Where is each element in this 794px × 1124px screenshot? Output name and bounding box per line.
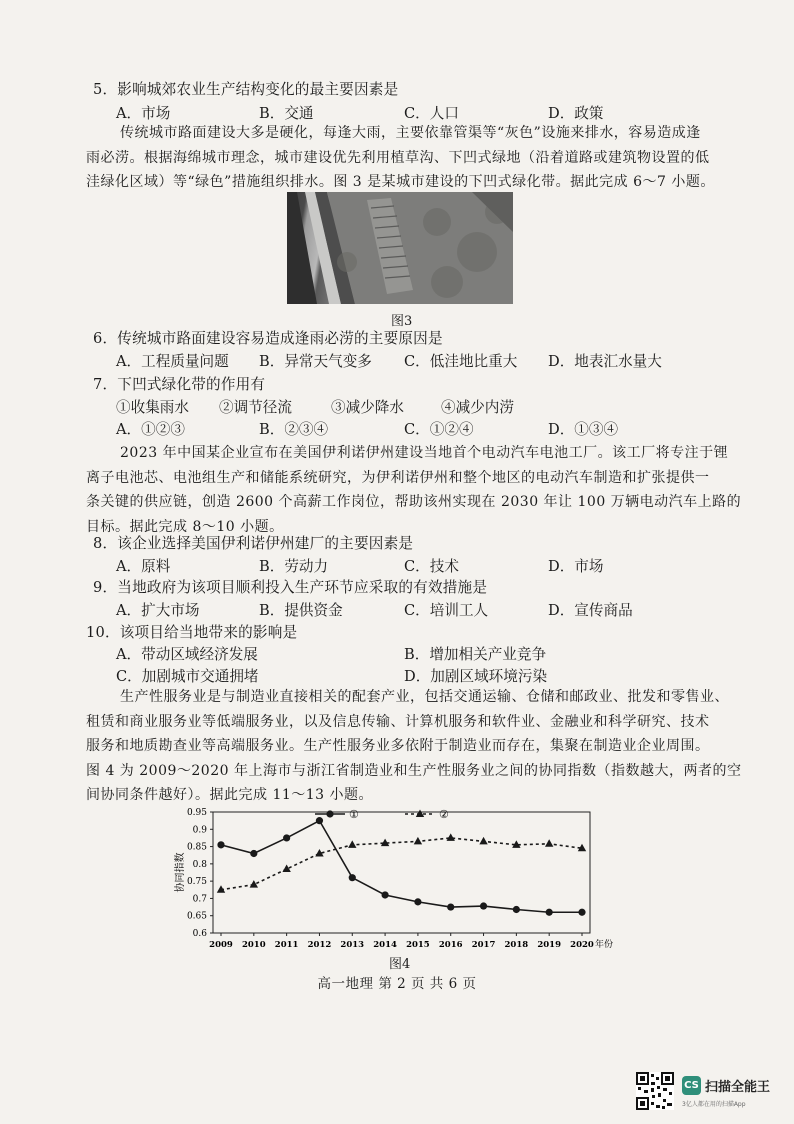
q7-stem: 7．下凹式绿化带的作用有 — [93, 376, 266, 393]
series-1-point — [578, 909, 585, 916]
q6-option-c: C．低洼地比重大 — [404, 353, 518, 370]
y-tick-label: 0.6 — [192, 929, 207, 939]
legend-label-2: ② — [439, 808, 449, 821]
passage-1-line: 洼绿化区域）等“绿色”措施组织排水。图 3 是某城市建设的下凹式绿化带。据此完成 6～7 小题。 — [86, 174, 715, 190]
q7-item-3: ③减少降水 — [331, 399, 404, 416]
x-tick-label: 2014 — [373, 940, 397, 950]
y-tick-label: 0.7 — [192, 894, 207, 905]
page-footer: 高一地理 第 2 页 共 6 页 — [317, 976, 477, 992]
q5-option-a: A．市场 — [116, 105, 171, 122]
series-1-point — [217, 841, 224, 848]
passage-1-line: 雨必涝。根据海绵城市理念，城市建设优先利用植草沟、下凹式绿地（沿着道路或建筑物设置的低 — [86, 149, 710, 166]
legend-label-1: ① — [349, 808, 359, 821]
x-axis-unit: 年份 — [595, 940, 614, 950]
q6-option-a: A．工程质量问题 — [116, 353, 229, 370]
camscanner-brand: 扫描全能王 — [705, 1080, 771, 1095]
x-tick-label: 2010 — [241, 940, 266, 950]
passage-2-line: 目标。据此完成 8～10 小题。 — [86, 518, 284, 535]
y-axis-label: 协同指数 — [175, 852, 186, 893]
passage-3-line: 图 4 为 2009～2020 年上海市与浙江省制造业和生产性服务业之间的协同指数（指数越大，两者的空 — [86, 762, 742, 779]
q7-option-c: C．①②④ — [404, 421, 474, 438]
q9-option-d: D．宣传商品 — [548, 602, 633, 619]
series-1-point — [546, 909, 553, 916]
q8-stem: 8．该企业选择美国伊利诺伊州建厂的主要因素是 — [93, 535, 414, 552]
q6-option-b: B．异常天气变多 — [259, 353, 372, 370]
series-2-point — [479, 837, 487, 845]
x-tick-label: 2015 — [406, 940, 430, 950]
y-tick-label: 0.8 — [192, 859, 207, 870]
passage-3-line: 服务和地质勘查业等高端服务业。生产性服务业多依附于制造业而存在，集聚在制造业企业周围。 — [86, 738, 710, 754]
q7-item-4: ④减少内涝 — [441, 399, 514, 416]
series-1-point — [447, 903, 454, 910]
series-1-point — [250, 850, 257, 857]
q7-option-b: B．②③④ — [259, 421, 329, 438]
q10-option-c: C．加剧城市交通拥堵 — [116, 668, 259, 685]
series-line-1 — [221, 821, 582, 913]
x-tick-label: 2017 — [471, 940, 496, 950]
series-2-point — [447, 833, 455, 841]
q7-item-2: ②调节径流 — [219, 399, 292, 416]
q6-stem: 6．传统城市路面建设容易造成逢雨必涝的主要原因是 — [93, 330, 443, 347]
y-tick-label: 0.95 — [186, 808, 207, 818]
series-1-point — [349, 874, 356, 881]
passage-3-line: 租赁和商业服务业等低端服务业，以及信息传输、计算机服务和软件业、金融业和科学研究、技术 — [86, 713, 710, 730]
roadside-greenbelt-illustration — [287, 192, 513, 304]
series-2-point — [414, 837, 422, 845]
series-1-point — [283, 834, 290, 841]
passage-3 — [86, 685, 742, 808]
series-1-point — [414, 898, 421, 905]
series-1-point — [480, 902, 487, 909]
q8-option-d: D．市场 — [548, 558, 604, 575]
q6-option-d: D．地表汇水量大 — [548, 353, 662, 370]
passage-3-line: 生产性服务业是与制造业直接相关的配套产业，包括交通运输、仓储和邮政业、批发和零售业、 — [120, 689, 729, 705]
q9-option-a: A．扩大市场 — [116, 602, 200, 619]
q8-option-b: B．劳动力 — [259, 558, 329, 575]
q8-option-c: C．技术 — [404, 558, 459, 575]
camscanner-tagline: 3亿人都在用的扫描App — [682, 1101, 746, 1108]
q7-item-1: ①收集雨水 — [116, 399, 189, 416]
passage-1-line: 传统城市路面建设大多是硬化，每逢大雨，主要依靠管渠等“灰色”设施来排水，容易造成逢 — [120, 125, 701, 141]
x-tick-label: 2011 — [274, 940, 299, 950]
passage-1 — [86, 121, 715, 195]
q7-option-a: A．①②③ — [116, 421, 185, 438]
q5-stem: 5．影响城郊农业生产结构变化的最主要因素是 — [93, 81, 399, 98]
figure-3-photo — [287, 192, 513, 304]
q7-option-d: D．①③④ — [548, 421, 619, 438]
q9-option-b: B．提供资金 — [259, 602, 343, 619]
x-tick-label: 2009 — [209, 940, 233, 950]
passage-2 — [86, 441, 742, 539]
passage-2-line: 离子电池芯、电池组生产和储能系统研究，为伊利诺伊州和整个地区的电动汽车制造和扩张提供一 — [86, 469, 710, 486]
series-1-point — [513, 906, 520, 913]
q9-stem: 9．当地政府为该项目顺利投入生产环节应采取的有效措施是 — [93, 579, 488, 596]
q10-option-b: B．增加相关产业竞争 — [404, 646, 547, 663]
passage-3-line: 间协同条件越好）。据此完成 11～13 小题。 — [86, 787, 374, 803]
q9-option-c: C．培训工人 — [404, 602, 489, 619]
figure-4-caption: 图4 — [389, 957, 411, 972]
x-tick-label: 2020 — [570, 940, 594, 950]
series-1-point — [316, 817, 323, 824]
figure-3-caption: 图3 — [391, 314, 413, 329]
series-2-point — [348, 840, 356, 848]
x-tick-label: 2013 — [340, 940, 365, 950]
series-line-2 — [221, 838, 582, 890]
passage-2-line: 2023 年中国某企业宣布在美国伊利诺伊州建设当地首个电动汽车电池工厂。该工厂将专注于锂 — [120, 445, 729, 461]
y-tick-label: 0.75 — [186, 877, 207, 888]
series-1-point — [381, 891, 388, 898]
passage-2-line: 条关键的供应链，创造 2600 个高薪工作岗位，帮助该州实现在 2030 年让 100 万辆电动汽车上路的 — [86, 494, 742, 510]
legend-marker-1 — [326, 810, 333, 817]
q5-option-d: D．政策 — [548, 105, 604, 122]
y-tick-label: 0.9 — [192, 825, 207, 836]
qr-code-icon — [636, 1072, 674, 1110]
plot-frame — [213, 812, 590, 933]
x-tick-label: 2019 — [537, 940, 562, 950]
q5-option-b: B．交通 — [259, 105, 314, 122]
x-tick-label: 2012 — [307, 940, 332, 950]
y-tick-label: 0.65 — [186, 911, 207, 922]
camscanner-logo-icon: CS — [682, 1076, 701, 1095]
x-tick-label: 2016 — [438, 940, 463, 950]
q10-option-a: A．带动区域经济发展 — [116, 646, 258, 663]
figure-4-chart — [165, 800, 635, 955]
q10-stem: 10．该项目给当地带来的影响是 — [86, 624, 298, 641]
y-tick-label: 0.85 — [186, 842, 207, 853]
series-2-point — [217, 885, 225, 893]
q10-option-d: D．加剧区域环境污染 — [404, 668, 548, 685]
q8-option-a: A．原料 — [116, 558, 171, 575]
q5-option-c: C．人口 — [404, 105, 459, 122]
series-2-point — [545, 839, 553, 847]
x-tick-label: 2018 — [504, 940, 529, 950]
